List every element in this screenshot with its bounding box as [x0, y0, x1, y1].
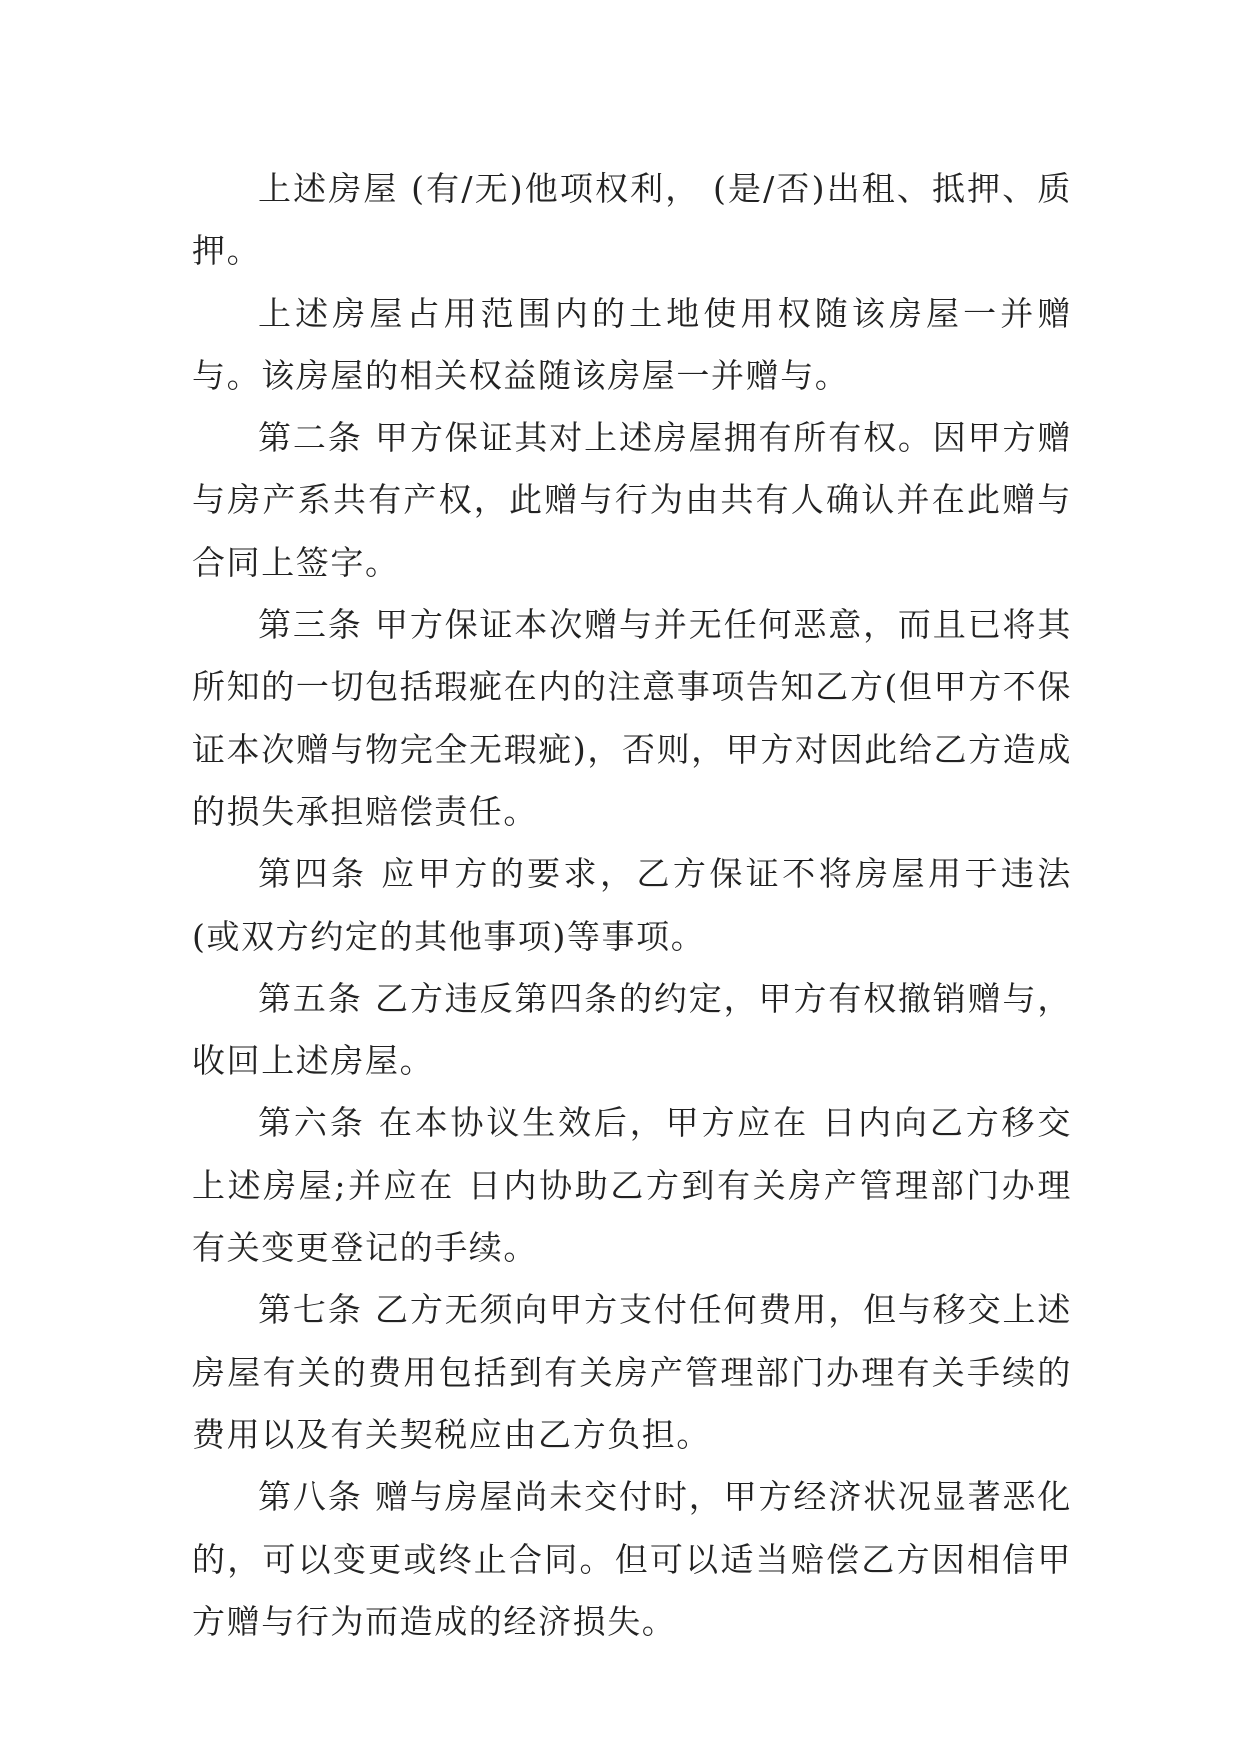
paragraph-article-2: 第二条 甲方保证其对上述房屋拥有所有权。因甲方赠与房产系共有产权，此赠与行为由共有人确认并在此赠与合同上签字。	[192, 418, 1072, 582]
paragraph-article-3: 第三条 甲方保证本次赠与并无任何恶意，而且已将其所知的一切包括瑕疵在内的注意事项告知乙方(但甲方不保证本次赠与物完全无瑕疵)，否则，甲方对因此给乙方造成的损失承担赔偿责任。	[192, 605, 1072, 831]
paragraph-article-8: 第八条 赠与房屋尚未交付时，甲方经济状况显著恶化的，可以变更或终止合同。但可以适当赔偿乙方因相信甲方赠与行为而造成的经济损失。	[192, 1477, 1072, 1641]
paragraph-land-use-rights: 上述房屋占用范围内的土地使用权随该房屋一并赠与。该房屋的相关权益随该房屋一并赠与。	[192, 293, 1072, 395]
paragraph-article-6: 第六条 在本协议生效后，甲方应在 日内向乙方移交上述房屋;并应在 日内协助乙方到有关房产管理部门办理有关变更登记的手续。	[192, 1103, 1072, 1268]
paragraph-rights-status: 上述房屋 (有/无)他项权利， (是/否)出租、抵押、质押。	[192, 169, 1072, 271]
document-body	[192, 158, 1072, 1653]
paragraph-article-4: 第四条 应甲方的要求，乙方保证不将房屋用于违法(或双方约定的其他事项)等事项。	[192, 854, 1072, 956]
paragraph-article-7: 第七条 乙方无须向甲方支付任何费用，但与移交上述房屋有关的费用包括到有关房产管理部门办理有关手续的费用以及有关契税应由乙方负担。	[192, 1290, 1072, 1454]
paragraph-article-5: 第五条 乙方违反第四条的约定，甲方有权撤销赠与，收回上述房屋。	[192, 978, 1072, 1081]
